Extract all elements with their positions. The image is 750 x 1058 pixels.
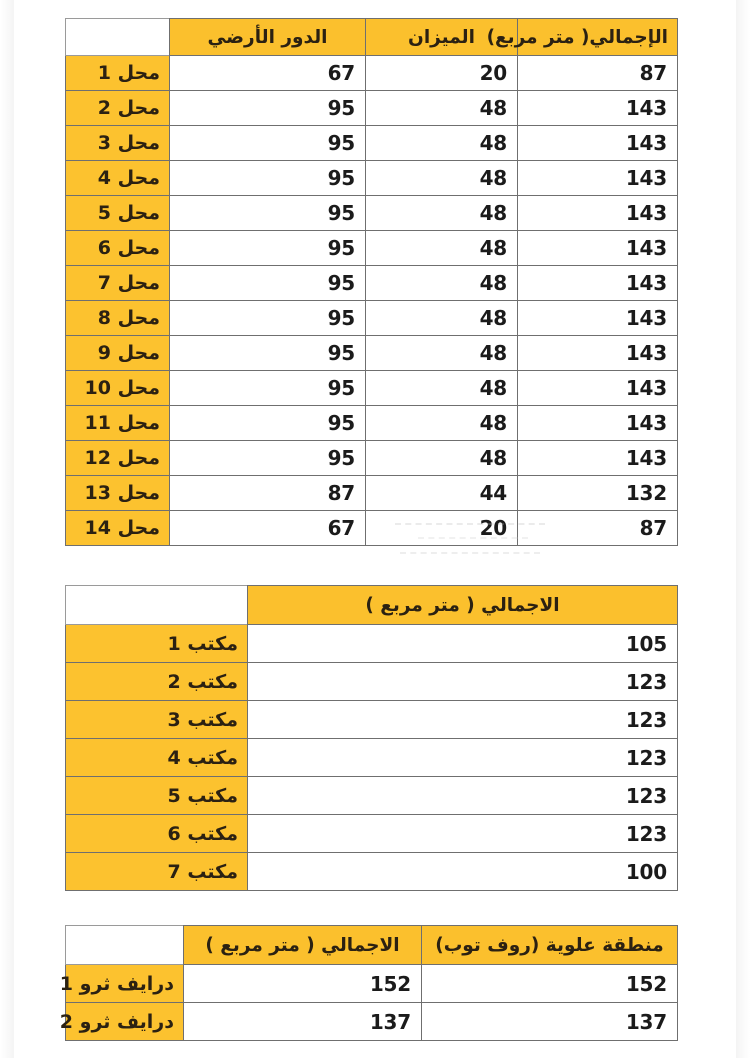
- table-row: [66, 126, 678, 161]
- shops-mezzanine-6: 48: [366, 231, 518, 266]
- shops-header-corner: [66, 19, 170, 56]
- shops-mezzanine-2: 48: [366, 91, 518, 126]
- shops-label-7: محل 7: [66, 266, 170, 301]
- offices-total-3: 123: [248, 701, 678, 739]
- shops-ground-7: 95: [170, 266, 366, 301]
- shops-ground-12: 95: [170, 441, 366, 476]
- shops-mezzanine-1: 20: [366, 56, 518, 91]
- shops-area-table: [65, 18, 678, 546]
- drive-table-body: [59, 926, 678, 1041]
- shops-total-2: 143: [518, 91, 678, 126]
- shops-label-12: محل 12: [66, 441, 170, 476]
- offices-table-header-row: [66, 586, 678, 625]
- drive-total-1: 152: [184, 965, 422, 1003]
- shops-header-total: الإجمالي( متر مربع): [518, 19, 678, 56]
- table-row: [66, 266, 678, 301]
- drive-rooftop-2: 137: [422, 1003, 678, 1041]
- offices-label-7: مكتب 7: [66, 853, 248, 891]
- table-row: [66, 91, 678, 126]
- table-row: [66, 663, 678, 701]
- table-row: [66, 371, 678, 406]
- table-row: [66, 739, 678, 777]
- offices-total-2: 123: [248, 663, 678, 701]
- shops-mezzanine-3: 48: [366, 126, 518, 161]
- shops-ground-14: 67: [170, 511, 366, 546]
- offices-label-3: مكتب 3: [66, 701, 248, 739]
- shops-ground-2: 95: [170, 91, 366, 126]
- shops-total-4: 143: [518, 161, 678, 196]
- shops-label-5: محل 5: [66, 196, 170, 231]
- offices-total-4: 123: [248, 739, 678, 777]
- drive-header-rooftop: منطقة علوية (روف توب): [422, 926, 678, 965]
- shops-total-10: 143: [518, 371, 678, 406]
- shops-label-14: محل 14: [66, 511, 170, 546]
- table-row: [66, 441, 678, 476]
- shops-total-6: 143: [518, 231, 678, 266]
- table-row: [66, 777, 678, 815]
- table-row: [66, 625, 678, 663]
- shops-mezzanine-9: 48: [366, 336, 518, 371]
- table-row: [66, 56, 678, 91]
- shops-total-13: 132: [518, 476, 678, 511]
- shops-header-ground: الدور الأرضي: [170, 19, 366, 56]
- shops-total-12: 143: [518, 441, 678, 476]
- shops-label-2: محل 2: [66, 91, 170, 126]
- table-row: [66, 406, 678, 441]
- shops-ground-13: 87: [170, 476, 366, 511]
- shops-total-11: 143: [518, 406, 678, 441]
- shops-total-1: 87: [518, 56, 678, 91]
- shops-mezzanine-14: 20: [366, 511, 518, 546]
- shops-total-5: 143: [518, 196, 678, 231]
- shops-mezzanine-13: 44: [366, 476, 518, 511]
- drive-total-2: 137: [184, 1003, 422, 1041]
- drive-header-total: الاجمالي ( متر مربع ): [184, 926, 422, 965]
- table-row: [66, 476, 678, 511]
- offices-total-1: 105: [248, 625, 678, 663]
- offices-total-7: 100: [248, 853, 678, 891]
- offices-total-5: 123: [248, 777, 678, 815]
- shops-ground-1: 67: [170, 56, 366, 91]
- shops-label-13: محل 13: [66, 476, 170, 511]
- shops-mezzanine-10: 48: [366, 371, 518, 406]
- shops-total-3: 143: [518, 126, 678, 161]
- shops-ground-10: 95: [170, 371, 366, 406]
- offices-header-total: الاجمالي ( متر مربع ): [248, 586, 678, 625]
- shops-mezzanine-5: 48: [366, 196, 518, 231]
- offices-label-1: مكتب 1: [66, 625, 248, 663]
- offices-label-4: مكتب 4: [66, 739, 248, 777]
- shops-total-7: 143: [518, 266, 678, 301]
- shops-ground-5: 95: [170, 196, 366, 231]
- table-row: [66, 196, 678, 231]
- shops-total-14: 87: [518, 511, 678, 546]
- shops-ground-11: 95: [170, 406, 366, 441]
- shops-mezzanine-12: 48: [366, 441, 518, 476]
- shops-label-3: محل 3: [66, 126, 170, 161]
- table-row: [66, 161, 678, 196]
- offices-header-corner: [66, 586, 248, 625]
- offices-label-6: مكتب 6: [66, 815, 248, 853]
- offices-label-5: مكتب 5: [66, 777, 248, 815]
- offices-table-body: [66, 586, 678, 891]
- drive-label-1: درايف ثرو 1: [66, 965, 184, 1003]
- shops-mezzanine-4: 48: [366, 161, 518, 196]
- shops-label-1: محل 1: [66, 56, 170, 91]
- shops-ground-4: 95: [170, 161, 366, 196]
- shops-mezzanine-11: 48: [366, 406, 518, 441]
- shops-total-9: 143: [518, 336, 678, 371]
- shops-total-8: 143: [518, 301, 678, 336]
- shops-table-header-row: [66, 19, 678, 56]
- table-row: [66, 853, 678, 891]
- shops-ground-3: 95: [170, 126, 366, 161]
- table-row: [66, 701, 678, 739]
- shops-label-10: محل 10: [66, 371, 170, 406]
- shops-label-9: محل 9: [66, 336, 170, 371]
- shops-label-11: محل 11: [66, 406, 170, 441]
- drive-through-area-table: [59, 925, 678, 1041]
- table-row: [66, 336, 678, 371]
- table-row: [66, 1003, 678, 1041]
- shops-label-6: محل 6: [66, 231, 170, 266]
- offices-label-2: مكتب 2: [66, 663, 248, 701]
- shops-ground-9: 95: [170, 336, 366, 371]
- table-row: [66, 815, 678, 853]
- shops-label-4: محل 4: [66, 161, 170, 196]
- drive-rooftop-1: 152: [422, 965, 678, 1003]
- drive-table-header-row: [66, 926, 678, 965]
- table-row: [66, 511, 678, 546]
- shops-ground-6: 95: [170, 231, 366, 266]
- shops-mezzanine-7: 48: [366, 266, 518, 301]
- table-row: [66, 231, 678, 266]
- offices-total-6: 123: [248, 815, 678, 853]
- scan-artifact: [400, 552, 540, 554]
- drive-header-corner: [66, 926, 184, 965]
- drive-label-2: درايف ثرو 2: [66, 1003, 184, 1041]
- table-row: [66, 301, 678, 336]
- shops-ground-8: 95: [170, 301, 366, 336]
- shops-table-body: [66, 19, 678, 546]
- shops-mezzanine-8: 48: [366, 301, 518, 336]
- table-row: [66, 965, 678, 1003]
- shops-header-mezzanine: الميزان: [366, 19, 518, 56]
- shops-label-8: محل 8: [66, 301, 170, 336]
- offices-area-table: [65, 585, 678, 891]
